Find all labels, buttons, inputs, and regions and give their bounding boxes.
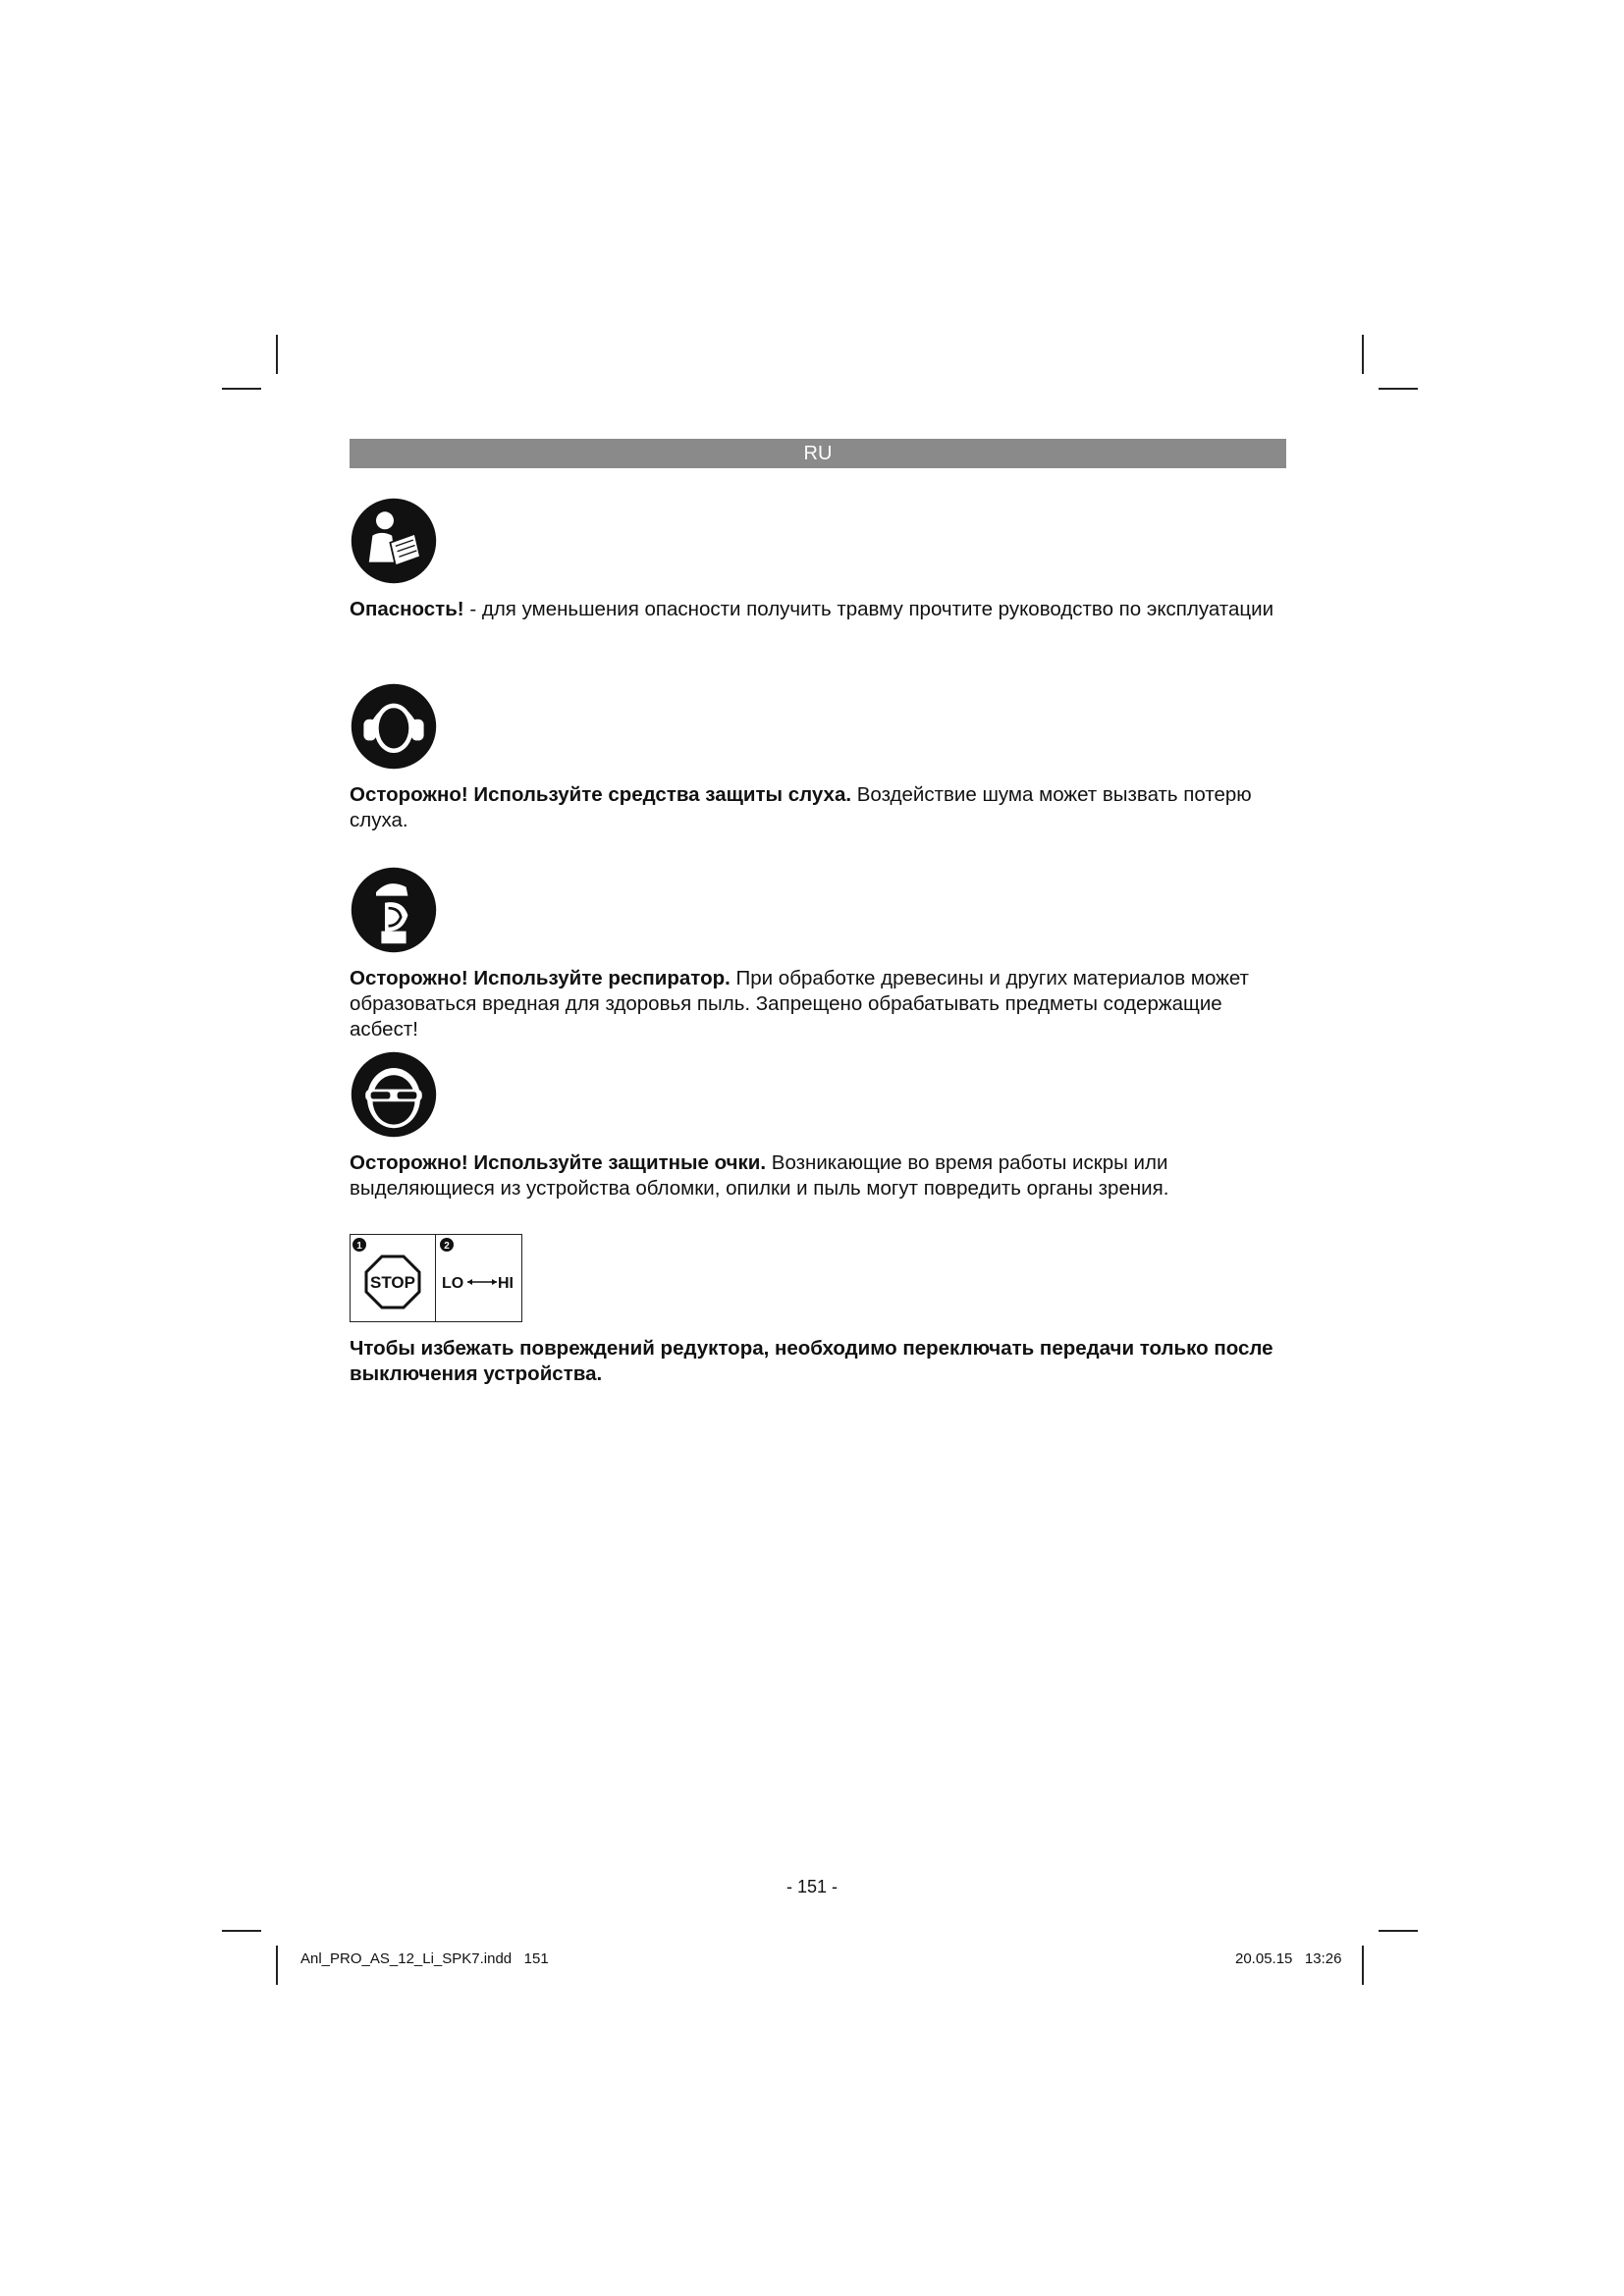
svg-text:STOP: STOP <box>370 1273 415 1292</box>
ear-protection-icon <box>350 682 438 771</box>
language-header: RU <box>350 439 1286 468</box>
crop-mark <box>222 388 261 390</box>
svg-text:HI: HI <box>498 1275 514 1292</box>
crop-mark <box>1362 335 1364 374</box>
section-body-text: Возникающие во время работы искры или выделяющиеся из устройства обломки, опилки и пыль могут повредить органы зрения. <box>350 1151 1169 1200</box>
section-bold-text: Чтобы избежать повреждений редуктора, необходимо переключать передачи только после выключения устройства. <box>350 1337 1273 1385</box>
lo-hi-cell <box>436 1235 522 1321</box>
read-manual-icon <box>350 497 438 585</box>
section-text <box>350 782 1292 833</box>
footer-datetime: 20.05.15 13:26 <box>1235 1950 1342 1967</box>
svg-text:LO: LO <box>442 1275 464 1292</box>
gear-switch-icon <box>350 1234 522 1322</box>
respirator-icon <box>350 866 438 954</box>
section-text <box>350 597 1292 622</box>
safety-goggles-icon <box>350 1050 438 1139</box>
crop-mark <box>276 1946 278 1985</box>
section-bold-text: Осторожно! Используйте респиратор. <box>350 967 731 989</box>
svg-text:2: 2 <box>444 1241 450 1252</box>
footer-filename: Anl_PRO_AS_12_Li_SPK7.indd 151 <box>300 1950 549 1967</box>
crop-mark <box>222 1930 261 1932</box>
page-number: - 151 - <box>785 1877 839 1896</box>
section-body-text: - для уменьшения опасности получить травму прочтите руководство по эксплуатации <box>463 598 1274 620</box>
warning-ear-protection <box>350 682 1292 833</box>
warning-gear-switch <box>350 1234 1292 1387</box>
section-body-text: При обработке древесины и других материалов может образоваться вредная для здоровья пыль. Запрещено обрабатывать предметы содержащие асбест! <box>350 967 1249 1041</box>
warning-read-manual <box>350 497 1292 622</box>
section-text <box>350 1150 1292 1201</box>
section-body-text: Воздействие шума может вызвать потерю слуха. <box>350 783 1252 831</box>
crop-mark <box>1379 1930 1418 1932</box>
stop-sign-icon <box>351 1235 435 1321</box>
warning-respirator <box>350 866 1292 1042</box>
section-bold-text: Опасность! <box>350 598 464 620</box>
section-bold-text: Осторожно! Используйте защитные очки. <box>350 1151 767 1174</box>
section-bold-text: Осторожно! Используйте средства защиты слуха. <box>350 783 852 806</box>
section-text <box>350 1336 1292 1387</box>
crop-mark <box>1362 1946 1364 1985</box>
stop-cell <box>351 1235 436 1321</box>
svg-text:1: 1 <box>356 1241 362 1252</box>
crop-mark <box>276 335 278 374</box>
warning-safety-goggles <box>350 1050 1292 1201</box>
lo-hi-switch-icon <box>436 1235 522 1321</box>
section-text <box>350 966 1292 1042</box>
crop-mark <box>1379 388 1418 390</box>
